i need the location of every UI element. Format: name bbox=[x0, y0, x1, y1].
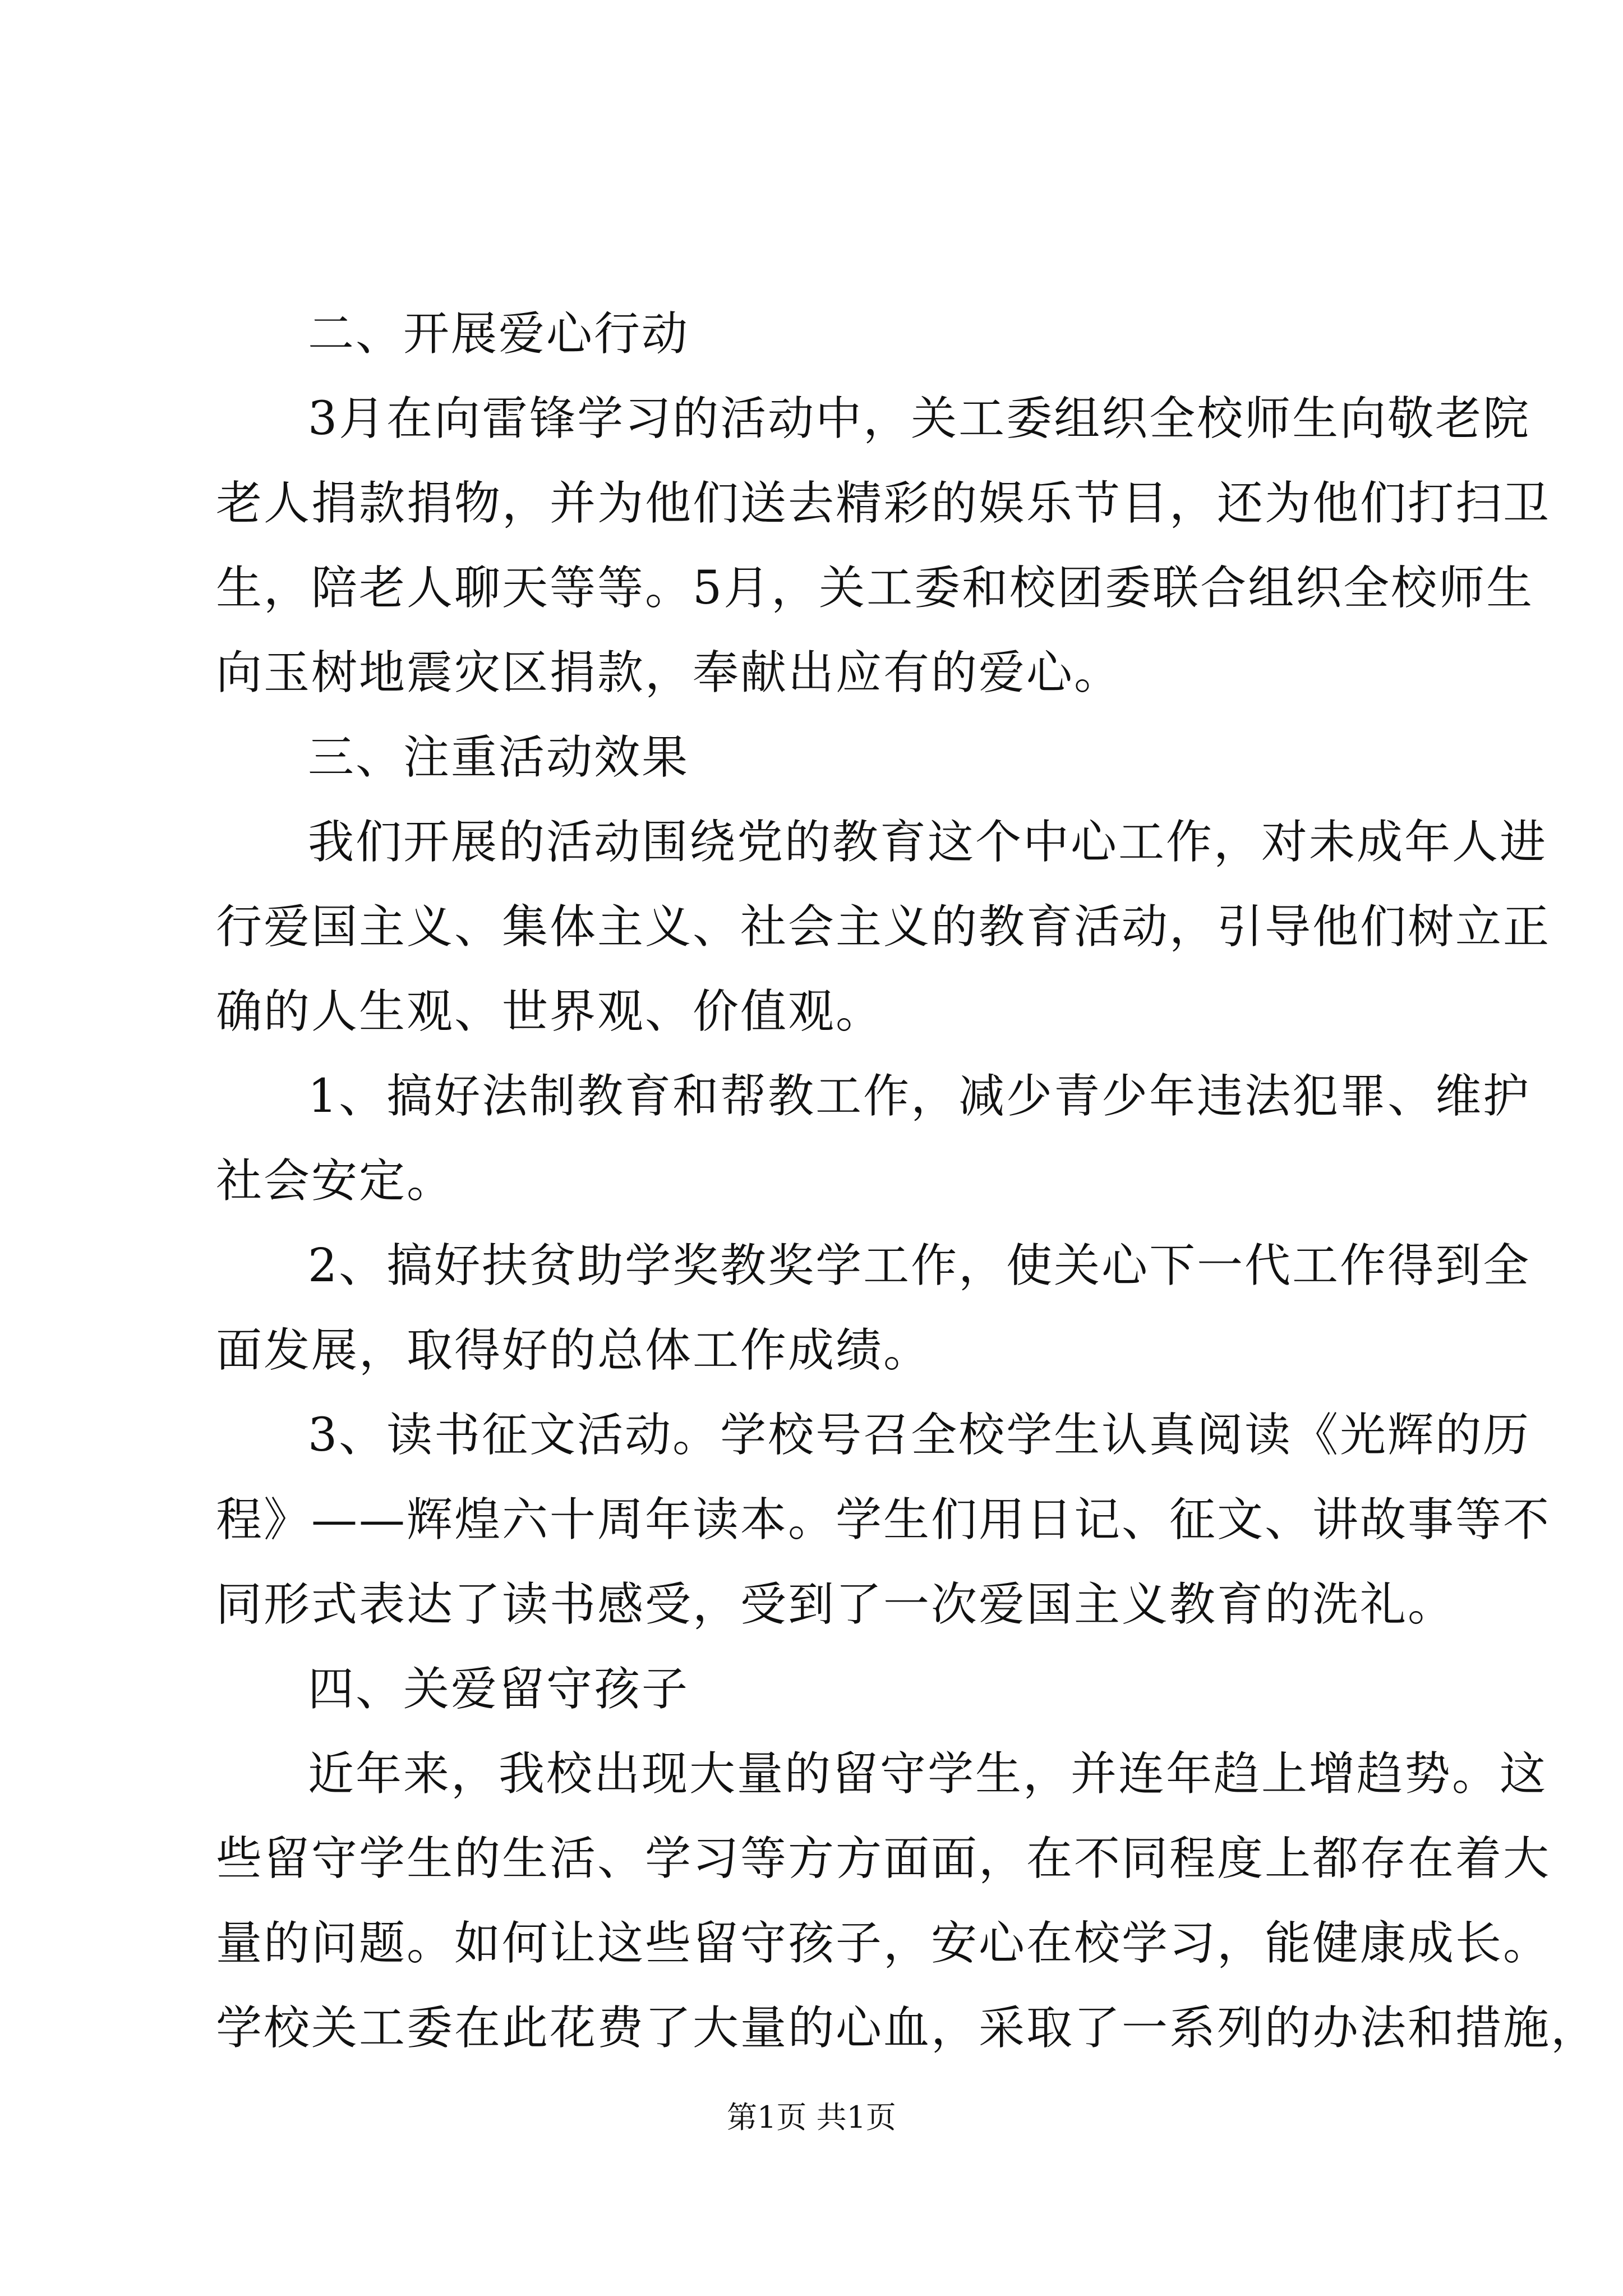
text-line: 同形式表达了读书感受，受到了一次爱国主义教育的洗礼。 bbox=[216, 1578, 1456, 1631]
text-line: 近年来，我校出现大量的留守学生，并连年趋上增趋势。这 bbox=[308, 1747, 1548, 1801]
text-line: 老人捐款捐物，并为他们送去精彩的娱乐节目，还为他们打扫卫 bbox=[216, 477, 1551, 530]
text-line: 行爱国主义、集体主义、社会主义的教育活动，引导他们树立正 bbox=[216, 900, 1551, 954]
text-line: 社会安定。 bbox=[216, 1154, 455, 1208]
text-line: 3、读书征文活动。学校号召全校学生认真阅读《光辉的历 bbox=[308, 1409, 1531, 1462]
section-heading-3: 三、注重活动效果 bbox=[308, 731, 690, 784]
text-line: 2、搞好扶贫助学奖教奖学工作，使关心下一代工作得到全 bbox=[308, 1239, 1531, 1292]
text-line: 生，陪老人聊天等等。5月，关工委和校团委联合组织全校师生 bbox=[216, 562, 1534, 615]
text-line: 向玉树地震灾区捐款，奉献出应有的爱心。 bbox=[216, 646, 1122, 700]
section-heading-4: 四、关爱留守孩子 bbox=[308, 1663, 690, 1716]
text-line: 学校关工委在此花费了大量的心血，采取了一系列的办法和措施， bbox=[216, 2001, 1599, 2055]
section-heading-2: 二、开展爱心行动 bbox=[308, 307, 690, 361]
page-number-label: 第1页 共1页 bbox=[727, 2100, 896, 2135]
text-line: 确的人生观、世界观、价值观。 bbox=[216, 985, 884, 1038]
paragraph-effect bbox=[216, 800, 1551, 1054]
paragraph-love-action bbox=[216, 376, 1551, 715]
text-line: 1、搞好法制教育和帮教工作，减少青少年违法犯罪、维护 bbox=[308, 1070, 1531, 1123]
paragraph-left-behind bbox=[216, 1732, 1599, 2070]
text-line: 3月在向雷锋学习的活动中，关工委组织全校师生向敬老院 bbox=[308, 392, 1531, 445]
text-line: 我们开展的活动围绕党的教育这个中心工作，对未成年人进 bbox=[308, 816, 1548, 869]
list-item-1 bbox=[216, 1054, 1531, 1223]
text-line: 程》——辉煌六十周年读本。学生们用日记、征文、讲故事等不 bbox=[216, 1493, 1551, 1547]
document-body bbox=[216, 292, 1599, 2070]
list-item-3 bbox=[216, 1393, 1551, 1647]
list-item-2 bbox=[216, 1223, 1531, 1393]
text-line: 些留守学生的生活、学习等方方面面，在不同程度上都存在着大 bbox=[216, 1832, 1551, 1885]
text-line: 量的问题。如何让这些留守孩子，安心在校学习，能健康成长。 bbox=[216, 1917, 1551, 1970]
text-line: 面发展，取得好的总体工作成绩。 bbox=[216, 1324, 932, 1377]
page-footer bbox=[0, 2098, 1623, 2137]
